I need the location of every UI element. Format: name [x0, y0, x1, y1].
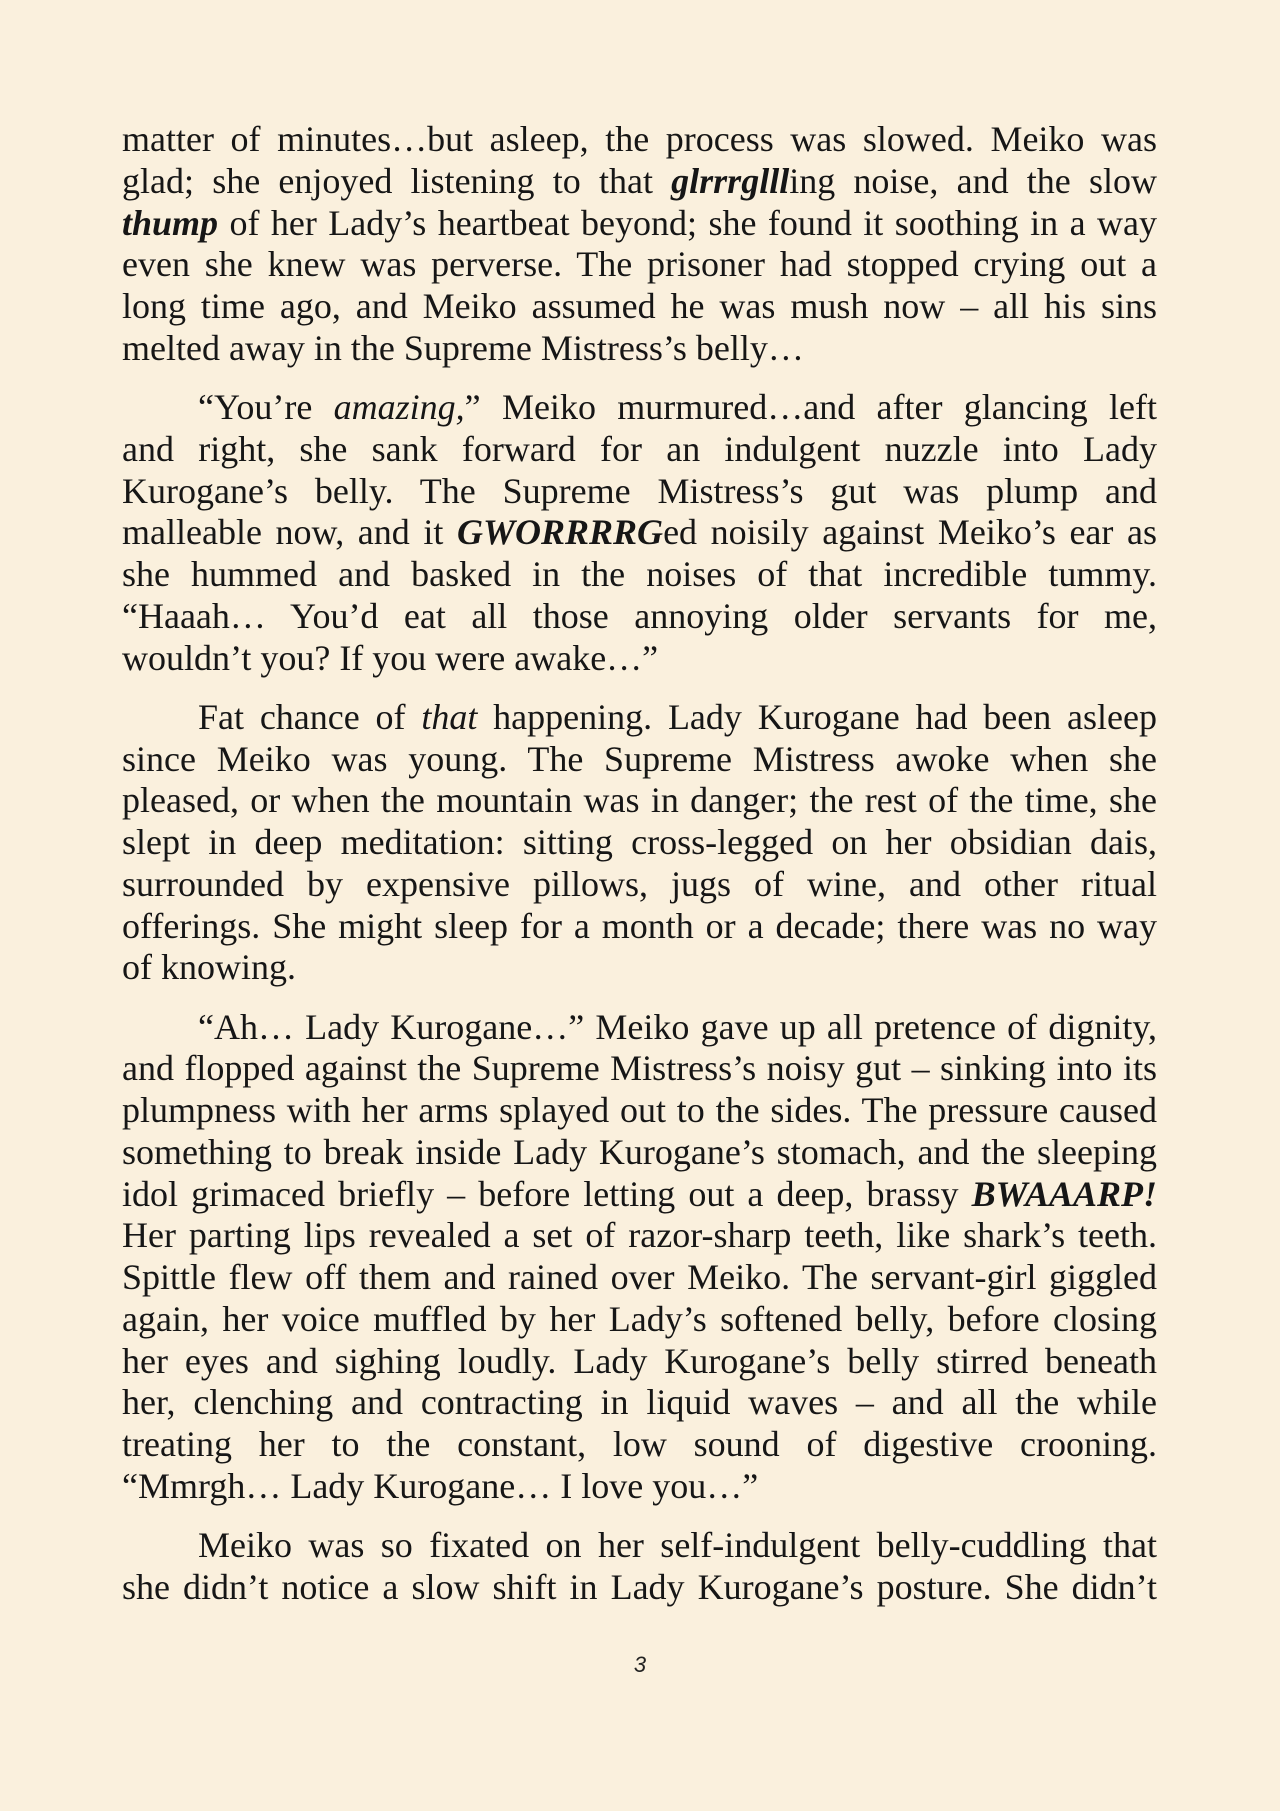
text-line: pleased, or when the mountain was in danger; the rest of the time, she	[122, 780, 1157, 821]
text-line: and right, she sank forward for an indulgent nuzzle into Lady	[122, 428, 1157, 469]
text-run: ed noisily against Meiko’s ear as	[663, 512, 1157, 553]
sound-effect-text: BWAAARP!	[971, 1173, 1157, 1214]
text-line: treating her to the constant, low sound of digestive crooning.	[122, 1424, 1157, 1464]
text-line: plumpness with her arms splayed out to the sides. The pressure caused	[122, 1090, 1157, 1130]
body-text	[122, 119, 1157, 1609]
sound-effect-text: GWORRRRG	[457, 512, 664, 553]
text-run: ” Meiko murmured…and after glancing left	[464, 387, 1157, 427]
text-line: wouldn’t you? If you were awake…”	[122, 637, 659, 678]
paragraph-4	[122, 1007, 1157, 1508]
text-line: since Meiko was young. The Supreme Mistress awoke when she	[122, 738, 1157, 779]
italic-text: that	[421, 696, 478, 737]
text-line: offerings. She might sleep for a month or a decade; there was no way	[122, 905, 1157, 946]
text-line: “Haaah… You’d eat all those annoying older servants for me,	[122, 595, 1157, 636]
text-line: “Mmrgh… Lady Kurogane… I love you…”	[122, 1465, 759, 1506]
text-line: her eyes and sighing loudly. Lady Kurogane’s belly stirred beneath	[122, 1340, 1157, 1381]
text-run: happening. Lady Kurogane had been asleep	[477, 696, 1157, 737]
text-line	[122, 203, 1157, 245]
text-line	[122, 1174, 1157, 1216]
text-line: she didn’t notice a slow shift in Lady Kurogane’s posture. She didn’t	[122, 1566, 1157, 1607]
paragraph-5	[122, 1525, 1157, 1609]
text-line: again, her voice muffled by her Lady’s softened belly, before closing	[122, 1298, 1157, 1339]
text-line	[122, 512, 1157, 554]
sound-effect-text: glrrrglll	[671, 160, 790, 201]
text-run: malleable now, and it	[122, 512, 457, 553]
paragraph-1	[122, 119, 1157, 370]
text-line: matter of minutes…but asleep, the process was slowed. Meiko was	[122, 119, 1157, 159]
text-run: of her Lady’s heartbeat beyond; she found it soothing in a way	[218, 202, 1157, 243]
text-line: of knowing.	[122, 947, 296, 988]
text-run: Fat chance of	[198, 696, 422, 737]
text-line: “Ah… Lady Kurogane…” Meiko gave up all pretence of dignity,	[198, 1006, 1157, 1047]
text-line: surrounded by expensive pillows, jugs of wine, and other ritual	[122, 863, 1157, 904]
text-line: slept in deep meditation: sitting cross-legged on her obsidian dais,	[122, 822, 1157, 862]
sound-effect-text: thump	[122, 202, 219, 243]
text-line: she hummed and basked in the noises of that incredible tummy.	[122, 554, 1157, 594]
text-line	[122, 161, 1157, 203]
text-line: even she knew was perverse. The prisoner had stopped crying out a	[122, 244, 1157, 285]
text-line: Meiko was so fixated on her self-indulgent belly-cuddling that	[198, 1525, 1157, 1565]
italic-text: amazing,	[333, 387, 465, 427]
text-run: “You’re	[198, 387, 334, 427]
text-line: long time ago, and Meiko assumed he was mush now – all his sins	[122, 286, 1157, 326]
text-line	[122, 697, 1157, 739]
text-line: Spittle flew off them and rained over Meiko. The servant-girl giggled	[122, 1257, 1157, 1297]
text-run: idol grimaced briefly – before letting out a deep, brassy	[122, 1173, 972, 1214]
text-run: glad; she enjoyed listening to that	[122, 160, 672, 201]
paragraph-3	[122, 697, 1157, 989]
text-line: Her parting lips revealed a set of razor-sharp teeth, like shark’s teeth.	[122, 1215, 1157, 1256]
page-number: 3	[633, 1652, 647, 1677]
text-line: something to break inside Lady Kurogane’s stomach, and the sleeping	[122, 1131, 1157, 1172]
text-run: ing noise, and the slow	[789, 160, 1157, 201]
text-line: her, clenching and contracting in liquid waves – and all the while	[122, 1382, 1157, 1423]
text-line: Kurogane’s belly. The Supreme Mistress’s gut was plump and	[122, 470, 1157, 511]
text-line: melted away in the Supreme Mistress’s belly…	[122, 327, 804, 368]
text-line	[122, 387, 1157, 429]
text-line: and flopped against the Supreme Mistress’s noisy gut – sinking into its	[122, 1048, 1157, 1089]
paragraph-2	[122, 387, 1157, 679]
